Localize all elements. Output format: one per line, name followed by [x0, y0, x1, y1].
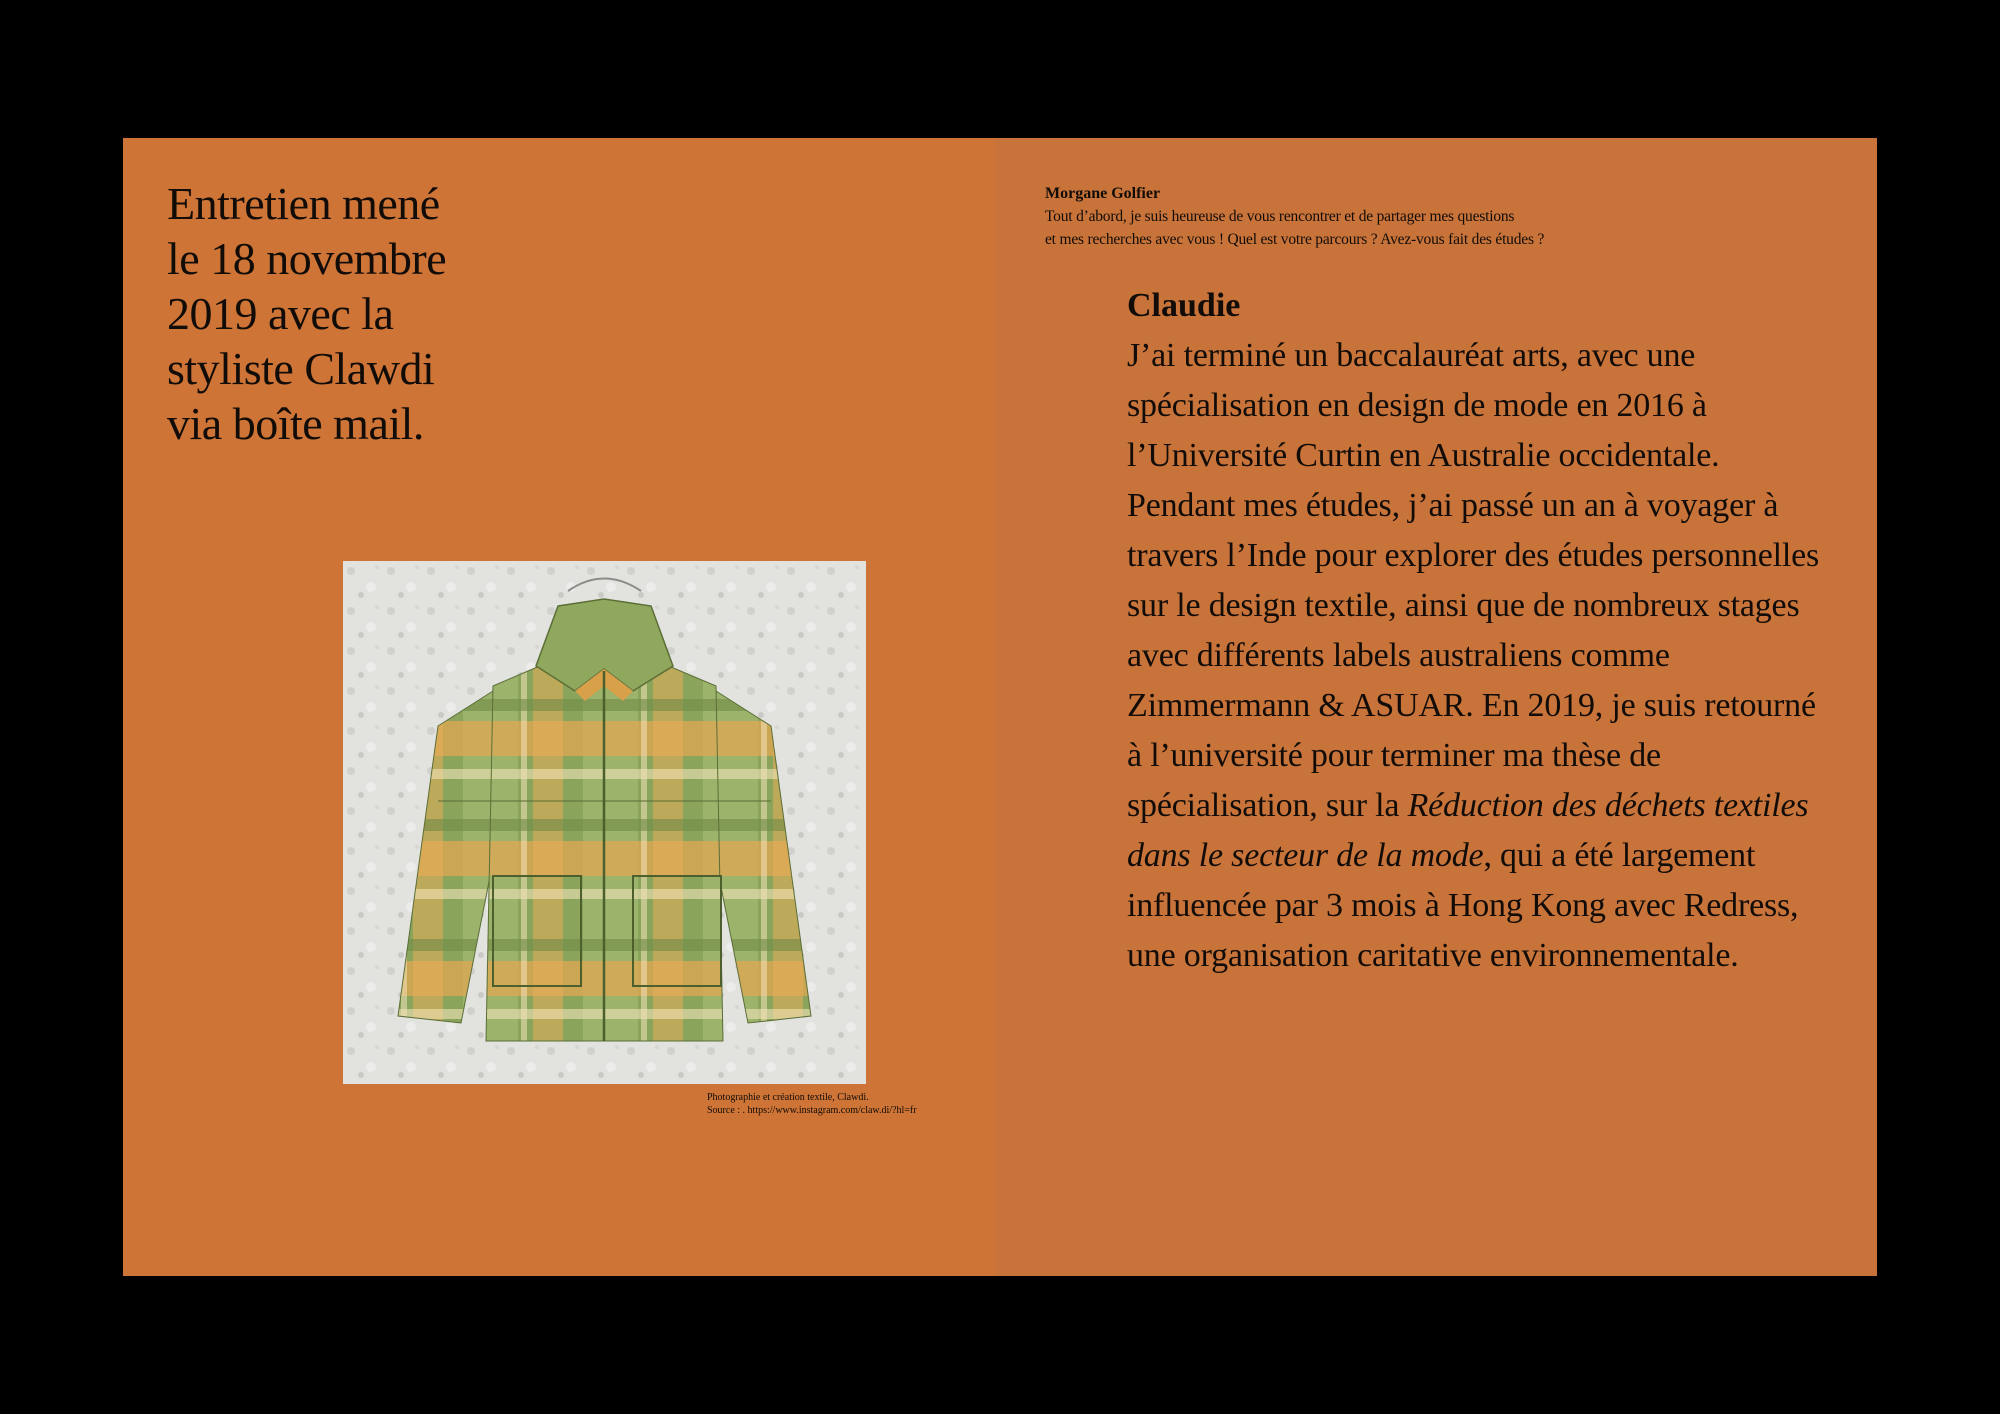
question-line-1: Tout d’abord, je suis heureuse de vous rencontrer et de partager mes questions — [1045, 208, 1515, 225]
thesis-title: Réduction des déchets textiles dans le secteur de la mode — [1127, 787, 1809, 874]
photo-caption — [707, 1091, 987, 1117]
caption-source: Source : . https://www.instagram.com/claw.di/?hl=fr — [707, 1105, 917, 1116]
answer-text-part-2: , qui a été largement influencée par 3 mois à Hong Kong avec Redress, une organisation caritative environnementale. — [1127, 837, 1799, 974]
question-line-2: et mes recherches avec vous ! Quel est votre parcours ? Avez-vous fait des études ? — [1045, 231, 1545, 248]
interviewer-name: Morgane Golfier — [1045, 185, 1161, 202]
answer-text-part-1: J’ai terminé un baccalauréat arts, avec une spécialisation en design de mode en 2016 à l’Université Curtin en Australie occidentale. Pendant mes études, j’ai passé un an à voyager à travers l’Inde pour explorer des études personnelles sur le design textile, ainsi que de nombreux stages avec différents labels australiens comme Zimmermann & ASUAR. En 2019, je suis retourné à l’université pour terminer ma thèse de spécialisation, sur la — [1127, 337, 1820, 824]
left-page — [123, 138, 995, 1276]
answer-text — [1127, 331, 1827, 981]
caption-credit: Photographie et création textile, Clawdi. — [707, 1092, 869, 1103]
interviewer-question — [1045, 183, 1745, 251]
jacket-photo — [343, 561, 866, 1084]
magazine-spread — [123, 138, 1877, 1276]
interview-headline: Entretien mené le 18 novembre 2019 avec la styliste Clawdi via boîte mail. — [167, 178, 447, 449]
right-page — [995, 138, 1877, 1276]
interviewee-name: Claudie — [1127, 287, 1241, 324]
interviewee-answer — [1127, 281, 1827, 981]
